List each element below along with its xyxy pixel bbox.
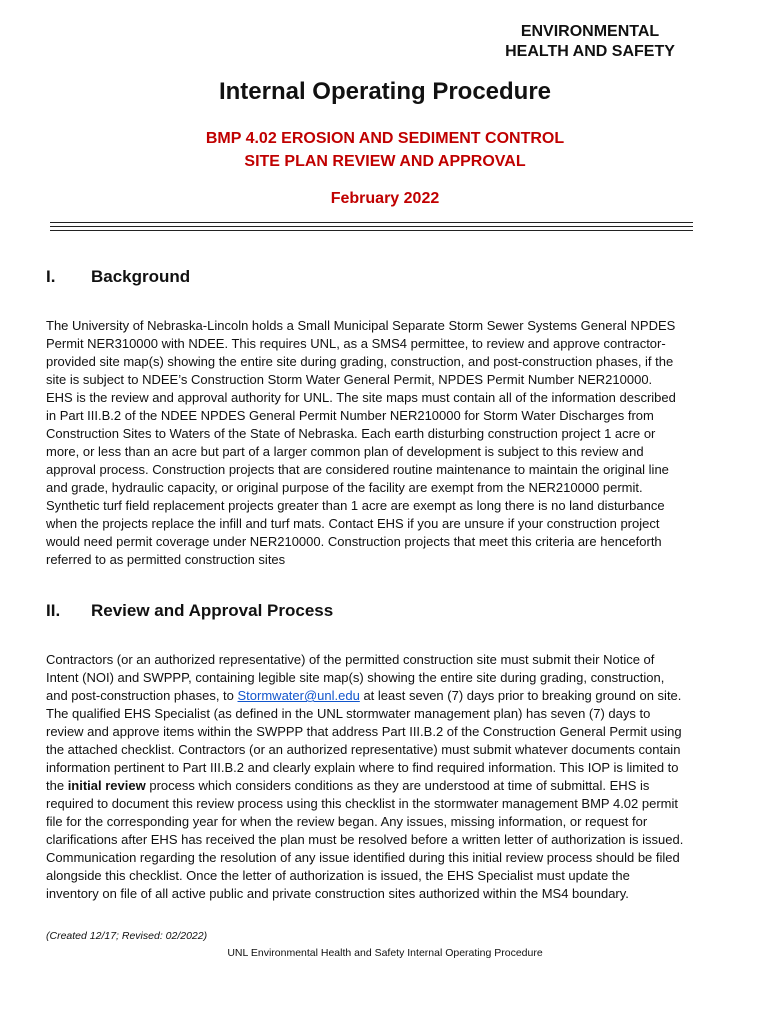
section-heading-review: [46, 601, 333, 621]
org-line-2: HEALTH AND SAFETY: [505, 43, 675, 60]
paragraph-line: Construction Sites to Waters of the State of Nebraska. Each earth disturbing construction project 1 acre or: [46, 426, 656, 441]
paragraph-line: alongside this checklist. Once the letter of authorization is issued, the EHS Specialist must update the: [46, 868, 630, 883]
paragraph-line: would need permit coverage under NER210000. Construction projects that meet this criteria are henceforth: [46, 534, 662, 549]
emphasis-initial-review: initial review: [67, 778, 146, 793]
divider-rule: [50, 222, 693, 223]
revision-note: (Created 12/17; Revised: 02/2022): [46, 930, 208, 942]
line-text: the: [46, 778, 68, 793]
paragraph-line: required to document this review process using this checklist in the stormwater management BMP 4.02 permit: [46, 796, 678, 811]
paragraph-line: Synthetic turf field replacement projects greater than 1 acre are exempt as long there is no land disturbance: [46, 498, 665, 513]
paragraph-line: the attached checklist. Contractors (or an authorized representative) must submit whatever documents contain: [46, 742, 681, 757]
paragraph-line: clarifications after EHS has received the plan must be resolved before a written letter of authorization is issued.: [46, 832, 684, 847]
paragraph-line: EHS is the review and approval authority for UNL. The site maps must contain all of the information described: [46, 390, 676, 405]
divider-rule: [50, 226, 693, 227]
paragraph-line: [46, 687, 730, 705]
paragraph-line: inventory on file of all active public and private construction sites authorized within the MS4 boundary.: [46, 886, 629, 901]
document-subtitle: [0, 127, 770, 173]
paragraph-line: site is subject to NDEE’s Construction Storm Water General Permit, NPDES Permit Number NER210000.: [46, 372, 653, 387]
section-title: Background: [91, 267, 191, 286]
page-footer: UNL Environmental Health and Safety Internal Operating Procedure: [227, 947, 543, 959]
paragraph-line: information pertinent to Part III.B.2 and clearly explain where to find required information. This IOP is limited to: [46, 760, 679, 775]
org-line-1: ENVIRONMENTAL: [520, 23, 660, 40]
subtitle-line-1: BMP 4.02 EROSION AND SEDIMENT CONTROL: [205, 130, 565, 147]
section-number: II.: [46, 601, 61, 620]
paragraph-line: Intent (NOI) and SWPPP, containing legible site map(s) showing the entire site during grading, construction,: [46, 670, 665, 685]
line-text: at least seven (7) days prior to breaking ground on site.: [359, 688, 682, 703]
line-text: and post-construction phases, to: [46, 688, 238, 703]
paragraph-line: provided site map(s) showing the entire site during grading, construction, and post-construction phases, if the: [46, 354, 674, 369]
review-paragraph: [46, 651, 730, 903]
paragraph-line: when the projects replace the infill and turf mats. Contact EHS if you are unsure if your construction project: [46, 516, 660, 531]
paragraph-line: Contractors (or an authorized representative) of the permitted construction site must submit their Notice of: [46, 652, 655, 667]
paragraph-line: review and approve items within the SWPPP that address Part III.B.2 of the Construction General Permit using: [46, 724, 682, 739]
background-paragraph: [46, 317, 730, 569]
paragraph-line: Permit NER310000 with NDEE. This requires UNL, as a SMS4 permittee, to review and approve contractor-: [46, 336, 666, 351]
section-number: I.: [46, 267, 56, 286]
section-title: Review and Approval Process: [91, 601, 334, 620]
paragraph-line: file for the corresponding year for when the review began. Any issues, missing information, or request for: [46, 814, 648, 829]
email-link[interactable]: Stormwater@unl.edu: [237, 688, 360, 703]
paragraph-line: referred to as permitted construction sites: [46, 552, 286, 567]
paragraph-line: Communication regarding the resolution of any issue identified during this initial review process should be filed: [46, 850, 680, 865]
divider-rule: [50, 230, 693, 231]
document-date: February 2022: [330, 190, 440, 207]
paragraph-line: in Part III.B.2 of the NDEE NPDES General Permit Number NER210000 for Storm Water Discharges from: [46, 408, 654, 423]
organization-name: [490, 22, 690, 62]
paragraph-line: approval process. Construction projects that are considered routine maintenance to maintain the original line: [46, 462, 669, 477]
paragraph-line: and grade, hydraulic capacity, or original purpose of the facility are exempt from the NER210000 permit.: [46, 480, 643, 495]
paragraph-line: [46, 777, 730, 795]
subtitle-line-2: SITE PLAN REVIEW AND APPROVAL: [244, 153, 526, 170]
line-text: process which considers conditions as they are understood at time of submittal. EHS is: [145, 778, 650, 793]
document-title: Internal Operating Procedure: [218, 78, 552, 105]
paragraph-line: more, or less than an acre but part of a larger common plan of development is subject to this review and: [46, 444, 644, 459]
paragraph-line: The University of Nebraska-Lincoln holds a Small Municipal Separate Storm Sewer Systems General NPDES: [46, 318, 676, 333]
section-heading-background: [46, 267, 190, 287]
paragraph-line: The qualified EHS Specialist (as defined in the UNL stormwater management plan) has seven (7) days to: [46, 706, 651, 721]
